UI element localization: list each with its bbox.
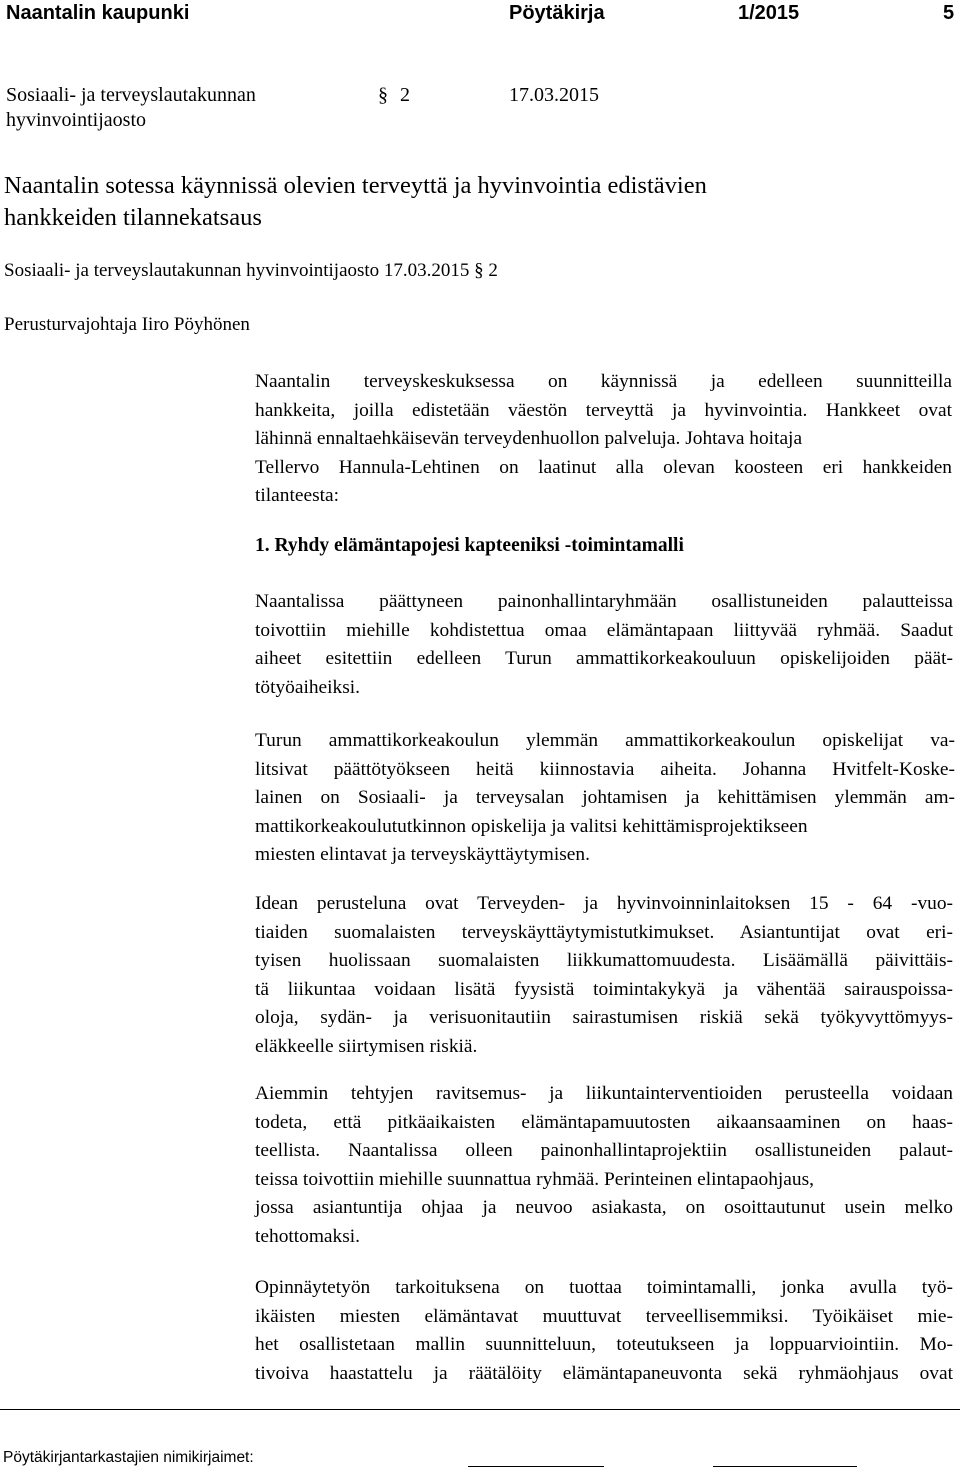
text-line: miesten elintavat ja terveyskäyttäytymisen. (255, 844, 590, 865)
text-line: tötyöaiheiksi. (255, 676, 361, 698)
text-line: mattikorkeakoulututkinnon opiskelija ja valitsi kehittämisprojektikseen (255, 815, 808, 837)
paragraph-1 (255, 588, 953, 702)
text-line: lähinnä ennaltaehkäisevän terveydenhuollon palveluja. Johtava hoitaja (255, 428, 803, 449)
item-title-line2: hankkeiden tilannekatsaus (4, 204, 262, 231)
document-type: Pöytäkirja (509, 2, 605, 24)
text-line: hankkeita, joilla edistetään väestön terveyttä ja hyvinvointia. Hankkeet ovat (255, 399, 952, 421)
text-line: Turun ammattikorkeakoulun ylemmän ammattikorkeakoulun opiskelijat va- (255, 730, 955, 751)
paragraph-2 (255, 727, 955, 870)
text-line: Idean perusteluna ovat Terveyden- ja hyvinvoinninlaitoksen 15 - 64 -vuo- (255, 893, 953, 914)
text-line: tilanteesta: (255, 485, 339, 506)
text-line: eläkkeelle siirtymisen riskiä. (255, 1035, 478, 1057)
text-line: aiheet esitettiin edelleen Turun ammattikorkeakouluun opiskelijoiden päät- (255, 648, 953, 669)
organization-name: Naantalin kaupunki (6, 2, 190, 24)
meeting-date: 17.03.2015 (509, 84, 599, 106)
signature-line-1 (468, 1466, 604, 1467)
text-line: teissa toivottiin miehille suunnattua ryhmää. Perinteinen elintapaohjaus, (255, 1168, 814, 1190)
meeting-body-line1: Sosiaali- ja terveyslautakunnan (6, 84, 256, 106)
section-number: 2 (400, 84, 410, 106)
text-line: ikäisten miesten elämäntavat muuttuvat terveellisemmiksi. Työikäiset mie- (255, 1305, 953, 1327)
text-line: Naantalissa päättyneen painonhallintaryhmään osallistuneiden palautteissa (255, 591, 953, 612)
text-line: tiaiden suomalaisten terveyskäyttäytymistutkimukset. Asiantuntijat ovat eri- (255, 921, 953, 943)
section-sign: § (378, 84, 388, 106)
intro-paragraph (255, 368, 952, 511)
text-line: tivoiva haastattelu ja räätälöity elämäntapaneuvonta sekä ryhmäohjaus ovat (255, 1362, 953, 1384)
text-line: jossa asiantuntija ohjaa ja neuvoo asiakasta, on osoittautunut usein melko (255, 1197, 953, 1218)
text-line: teellista. Naantalissa olleen painonhallintaprojektiin osallistuneiden palaut- (255, 1140, 953, 1161)
item-reference: Sosiaali- ja terveyslautakunnan hyvinvointijaosto 17.03.2015 § 2 (4, 260, 498, 281)
text-line: tä liikuntaa voidaan lisätä fyysistä toimintakykyä ja vähentää sairauspoissa- (255, 978, 953, 1000)
text-line: tyisen huolissaan suomalaisten liikkumattomuudesta. Lisäämällä päivittäis- (255, 950, 953, 971)
text-line: toivottiin miehille kohdistettua omaa elämäntapaan liittyvää ryhmää. Saadut (255, 619, 953, 641)
text-line: Opinnäytetyön tarkoituksena on tuottaa toimintamalli, jonka avulla työ- (255, 1277, 953, 1298)
paragraph-3 (255, 890, 953, 1061)
document-number: 1/2015 (738, 2, 800, 24)
text-line: litsivat päättötyökseen heitä kiinnostavia aiheita. Johanna Hvitfelt-Koske- (255, 758, 955, 780)
paragraph-5 (255, 1274, 953, 1388)
signature-line-2 (713, 1466, 857, 1467)
signatures-label: Pöytäkirjantarkastajien nimikirjaimet: (3, 1449, 254, 1466)
footer-divider (0, 1409, 960, 1410)
page-number: 5 (943, 2, 955, 24)
text-line: todeta, että pitkäaikaisten elämäntapamuutosten aikaansaaminen on haas- (255, 1111, 953, 1133)
text-line: Aiemmin tehtyjen ravitsemus- ja liikuntainterventioiden perusteella voidaan (255, 1083, 953, 1104)
meeting-body-line2: hyvinvointijaosto (6, 109, 146, 131)
text-line: Naantalin terveyskeskuksessa on käynnissä ja edelleen suunnitteilla (255, 371, 952, 392)
section-heading: 1. Ryhdy elämäntapojesi kapteeniksi -toimintamalli (255, 535, 684, 556)
paragraph-4 (255, 1080, 953, 1251)
item-preparer: Perusturvajohtaja Iiro Pöyhönen (4, 314, 250, 335)
text-line: Tellervo Hannula-Lehtinen on laatinut alla olevan koosteen eri hankkeiden (255, 456, 952, 478)
text-line: tehottomaksi. (255, 1225, 361, 1247)
text-line: oloja, sydän- ja verisuonitautiin sairastumisen riskiä sekä työkyvyttömyys- (255, 1007, 953, 1028)
text-line: lainen on Sosiaali- ja terveysalan johtamisen ja kehittämisen ylemmän am- (255, 787, 955, 808)
item-title-line1: Naantalin sotessa käynnissä olevien terveyttä ja hyvinvointia edistävien (4, 172, 707, 199)
text-line: het osallistetaan mallin suunnitteluun, toteutukseen ja loppuarviointiin. Mo- (255, 1334, 953, 1355)
